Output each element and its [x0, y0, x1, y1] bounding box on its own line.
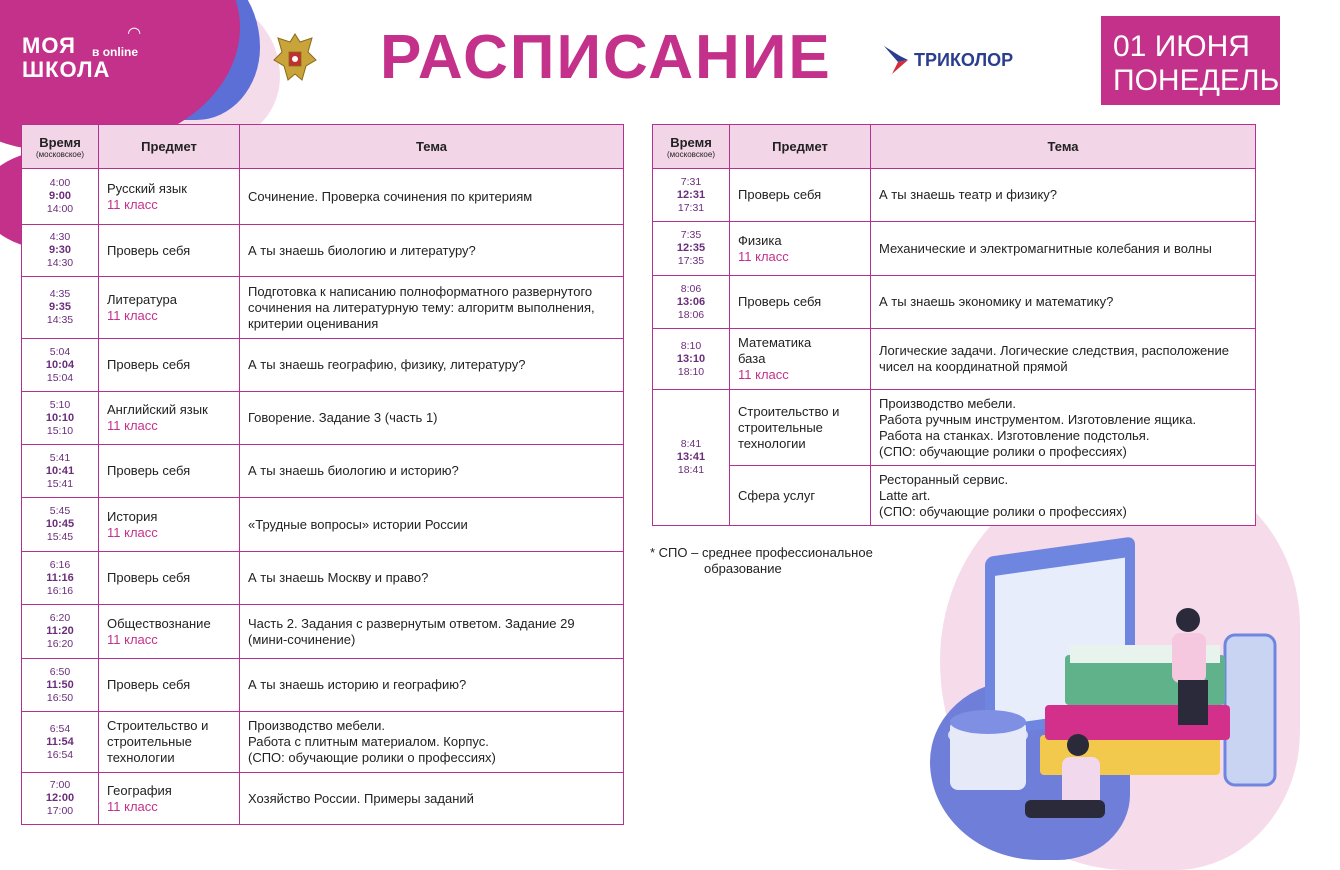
time-msk-plus5: 17:35: [677, 255, 705, 267]
time-cell: [653, 222, 730, 276]
topic-cell: [871, 169, 1256, 222]
time-moscow: 10:45: [45, 518, 75, 530]
topic-text: А ты знаешь биологию и историю?: [248, 463, 459, 478]
topic-text: Подготовка к написанию полноформатного развернутого сочинения на литературную тему: алгоритм выполнения, критерии оценивания: [248, 283, 595, 331]
logo-online-label: в online: [92, 45, 139, 59]
time-msk-plus5: 18:10: [677, 365, 705, 378]
time-msk-minus5: 5:10: [49, 398, 71, 411]
subject-cell: [99, 445, 240, 498]
schedule-table-right: [652, 124, 1256, 526]
time-msk-minus5: 4:00: [49, 177, 71, 189]
table-row: [22, 392, 624, 445]
subject-name: Обществознание: [107, 615, 211, 631]
topic-cell: [240, 225, 624, 277]
time-moscow: 9:35: [48, 301, 72, 313]
subject-cell: [99, 392, 240, 445]
table-row: [653, 466, 1256, 526]
time-header-sub: (московское): [667, 149, 715, 159]
time-msk-plus5: 17:31: [677, 201, 705, 214]
topic-column-header: Тема: [871, 125, 1256, 169]
time-msk-minus5: 7:31: [680, 175, 702, 188]
topic-cell: [240, 339, 624, 392]
topic-text: А ты знаешь театр и физику?: [879, 187, 1058, 202]
time-msk-plus5: 16:50: [46, 691, 74, 704]
topic-text: А ты знаешь биологию и литературу?: [248, 242, 476, 258]
grade-label: 11 класс: [107, 524, 158, 540]
footnote: [650, 545, 873, 577]
subject-name: Английский язык: [107, 402, 208, 417]
time-cell: [653, 329, 730, 390]
time-msk-minus5: 6:50: [49, 665, 71, 678]
tricolor-brand-text: ТРИКОЛОР: [914, 49, 1014, 70]
subject-cell: [99, 712, 240, 773]
grade-label: 11 класс: [107, 798, 158, 814]
table-row: [22, 712, 624, 773]
time-moscow: 12:35: [676, 242, 706, 254]
subject-name: Проверь себя: [107, 570, 191, 585]
time-cell: [22, 445, 99, 498]
time-msk-plus5: 15:45: [46, 531, 74, 543]
time-msk-plus5: 16:54: [46, 748, 74, 761]
topic-text: Часть 2. Задания с развернутым ответом. Задание 29 (мини-сочинение): [248, 615, 575, 647]
time-moscow: 12:00: [45, 792, 75, 804]
subject-name: Проверь себя: [738, 294, 822, 309]
table-row: [22, 225, 624, 277]
topic-cell: [871, 390, 1256, 466]
topic-cell: [240, 605, 624, 659]
time-msk-plus5: 15:04: [46, 371, 74, 384]
topic-cell: [240, 659, 624, 712]
subject-cell: [99, 277, 240, 339]
table-row: [22, 605, 624, 659]
table-row: [22, 552, 624, 605]
grade-label: 11 класс: [107, 418, 158, 433]
logo-line2: ШКОЛА: [22, 57, 111, 82]
subject-cell: [99, 498, 240, 552]
subject-name: География: [107, 782, 172, 798]
topic-cell: [871, 222, 1256, 276]
table-row: [22, 773, 624, 825]
subject-column-header: Предмет: [730, 125, 871, 169]
subject-cell: [730, 390, 871, 466]
subject-name: Сфера услуг: [738, 487, 816, 503]
subject-name: Строительство и строительные технологии: [107, 718, 209, 765]
time-msk-minus5: 8:10: [680, 339, 702, 352]
subject-cell: [99, 773, 240, 825]
footnote-line2: образование: [704, 561, 782, 576]
time-cell: [22, 659, 99, 712]
subject-name: Проверь себя: [107, 677, 191, 692]
subject-column-header: Предмет: [99, 125, 240, 169]
topic-text: Хозяйство России. Примеры заданий: [248, 790, 474, 806]
table-row: [22, 445, 624, 498]
time-msk-plus5: 15:41: [46, 477, 74, 490]
time-msk-minus5: 6:54: [49, 722, 71, 735]
tricolor-mark-icon: [884, 44, 910, 76]
subject-name: Литература: [107, 291, 177, 307]
moya-shkola-logo: [22, 25, 142, 82]
table-row: [653, 222, 1256, 276]
time-header-label: Время: [670, 134, 712, 150]
time-moscow: 9:30: [48, 244, 72, 256]
table-row: [22, 498, 624, 552]
time-msk-minus5: 8:06: [680, 282, 702, 295]
time-moscow: 13:10: [676, 352, 706, 365]
time-moscow: 10:41: [45, 464, 75, 477]
time-moscow: 11:16: [46, 571, 74, 584]
tricolor-logo: [884, 44, 1013, 76]
subject-cell: [99, 659, 240, 712]
time-cell: [22, 605, 99, 659]
wifi-icon: ◠: [128, 25, 142, 42]
time-msk-minus5: 5:41: [49, 451, 71, 464]
subject-cell: [730, 169, 871, 222]
students-books-illustration: [930, 545, 1280, 853]
time-msk-plus5: 16:16: [46, 584, 74, 597]
subject-cell: [99, 339, 240, 392]
time-cell: [22, 773, 99, 825]
time-cell: [22, 277, 99, 339]
time-moscow: 11:20: [46, 625, 74, 637]
time-moscow: 10:10: [45, 411, 75, 424]
time-msk-plus5: 17:00: [46, 805, 74, 817]
subject-name: Строительство и строительные технологии: [738, 403, 840, 451]
table-header-row: [22, 125, 624, 169]
topic-cell: [240, 169, 624, 225]
subject-cell: [730, 329, 871, 390]
table-row: [22, 339, 624, 392]
topic-cell: [240, 712, 624, 773]
time-msk-plus5: 18:41: [677, 464, 705, 476]
topic-text: А ты знаешь Москву и право?: [248, 570, 429, 585]
subject-cell: [99, 552, 240, 605]
table-row: [22, 169, 624, 225]
time-msk-plus5: 14:35: [46, 314, 74, 326]
time-cell: [22, 552, 99, 605]
subject-cell: [730, 466, 871, 526]
time-msk-minus5: 5:45: [49, 505, 71, 517]
time-msk-minus5: 5:04: [49, 345, 71, 358]
time-msk-minus5: 7:35: [680, 229, 702, 241]
time-msk-plus5: 15:10: [46, 424, 74, 437]
topic-text: Ресторанный сервис. Latte art. (СПО: обучающие ролики о профессиях): [879, 471, 1127, 519]
time-cell: [22, 498, 99, 552]
time-msk-minus5: 4:30: [49, 231, 71, 243]
footnote-line1: * СПО – среднее профессиональное: [650, 545, 873, 560]
topic-text: Говорение. Задание 3 (часть 1): [248, 410, 438, 425]
date-text: 01 ИЮНЯ: [1113, 30, 1250, 63]
topic-cell: [240, 392, 624, 445]
weekday-text: ПОНЕДЕЛЬНИК: [1113, 64, 1340, 97]
time-moscow: 9:00: [48, 190, 72, 202]
table-row: [653, 390, 1256, 466]
topic-text: А ты знаешь географию, физику, литературу?: [248, 357, 526, 372]
time-header-label: Время: [39, 134, 81, 150]
subject-cell: [99, 605, 240, 659]
subject-name: Проверь себя: [738, 187, 822, 202]
table-header-row: [653, 125, 1256, 169]
grade-label: 11 класс: [738, 248, 789, 264]
time-msk-minus5: 7:00: [49, 779, 71, 791]
time-header-sub: (московское): [36, 149, 84, 159]
topic-cell: [871, 329, 1256, 390]
topic-cell: [240, 773, 624, 825]
grade-label: 11 класс: [107, 307, 158, 323]
subject-name: Физика: [738, 232, 782, 248]
subject-cell: [730, 222, 871, 276]
grade-label: 11 класс: [107, 196, 158, 212]
subject-name: Математика база: [738, 335, 812, 366]
topic-cell: [871, 276, 1256, 329]
subject-cell: [99, 225, 240, 277]
topic-text: Логические задачи. Логические следствия, расположение чисел на координатной прямой: [879, 343, 1229, 374]
subject-name: Русский язык: [107, 180, 187, 196]
topic-cell: [240, 498, 624, 552]
time-moscow: 11:50: [46, 678, 74, 691]
time-cell: [22, 339, 99, 392]
table-row: [22, 277, 624, 339]
time-column-header: [22, 125, 99, 169]
grade-label: 11 класс: [738, 367, 789, 382]
time-column-header: [653, 125, 730, 169]
time-msk-minus5: 6:16: [49, 558, 71, 571]
subject-name: Проверь себя: [107, 242, 191, 258]
coat-of-arms-icon: [270, 30, 320, 86]
page-title: РАСПИСАНИЕ: [380, 23, 832, 92]
subject-name: История: [107, 508, 158, 524]
time-msk-plus5: 18:06: [677, 308, 705, 321]
date-badge: [1101, 16, 1340, 105]
topic-cell: [871, 466, 1256, 526]
time-cell: [22, 712, 99, 773]
time-cell: [22, 225, 99, 277]
topic-text: «Трудные вопросы» истории России: [248, 516, 468, 532]
table-row: [653, 169, 1256, 222]
subject-name: Проверь себя: [107, 357, 191, 372]
time-cell: [653, 276, 730, 329]
topic-text: А ты знаешь экономику и математику?: [879, 294, 1114, 309]
topic-text: Производство мебели. Работа с плитным материалом. Корпус. (СПО: обучающие ролики о профессиях): [248, 718, 496, 765]
subject-cell: [730, 276, 871, 329]
topic-text: Производство мебели. Работа ручным инструментом. Изготовление ящика. Работа на станках. Изготовление подстолья. (СПО: обучающие ролики о профессиях): [879, 395, 1197, 459]
time-msk-minus5: 8:41: [680, 438, 702, 450]
topic-text: А ты знаешь историю и географию?: [248, 677, 467, 692]
time-cell: [22, 392, 99, 445]
time-msk-plus5: 14:00: [46, 203, 74, 215]
topic-cell: [240, 552, 624, 605]
time-moscow: 11:54: [46, 735, 74, 748]
table-row: [653, 329, 1256, 390]
schedule-table-left: [21, 124, 624, 825]
time-msk-minus5: 4:35: [49, 288, 71, 300]
topic-cell: [240, 277, 624, 339]
table-row: [22, 659, 624, 712]
time-moscow: 10:04: [45, 358, 75, 371]
time-msk-plus5: 14:30: [46, 257, 74, 269]
time-cell: [653, 390, 730, 526]
time-moscow: 13:41: [676, 451, 706, 463]
topic-text: Сочинение. Проверка сочинения по критериям: [248, 188, 533, 204]
subject-name: Проверь себя: [107, 463, 191, 478]
time-msk-minus5: 6:20: [49, 612, 71, 624]
time-cell: [22, 169, 99, 225]
time-moscow: 13:06: [676, 295, 706, 308]
time-msk-plus5: 16:20: [46, 638, 74, 650]
logo-line1: МОЯ: [22, 33, 76, 58]
topic-cell: [240, 445, 624, 498]
topic-column-header: Тема: [240, 125, 624, 169]
time-moscow: 12:31: [676, 188, 706, 201]
grade-label: 11 класс: [107, 631, 158, 647]
time-cell: [653, 169, 730, 222]
subject-cell: [99, 169, 240, 225]
topic-text: Механические и электромагнитные колебания и волны: [879, 240, 1212, 256]
table-row: [653, 276, 1256, 329]
